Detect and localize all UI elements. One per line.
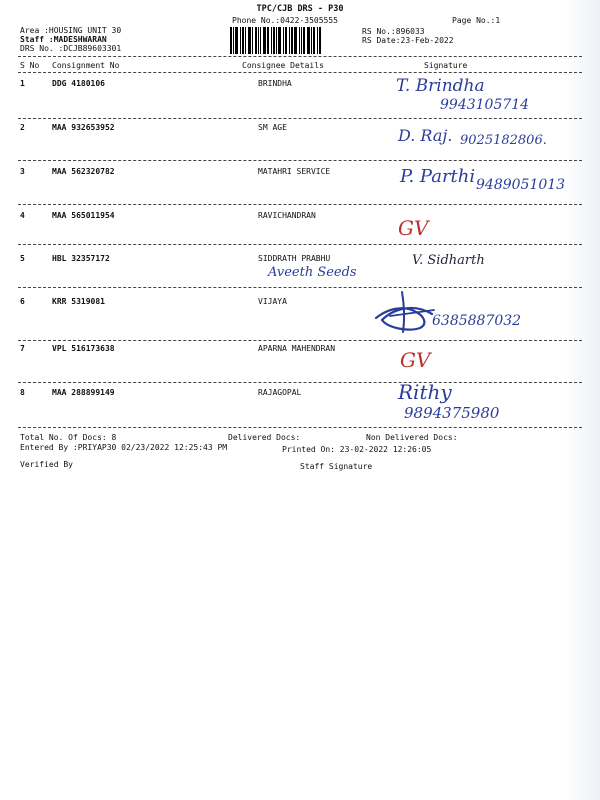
row-divider xyxy=(18,382,582,383)
row-4-consignment: MAA 565011954 xyxy=(52,211,115,220)
header-rule xyxy=(18,56,582,57)
page-number: Page No.:1 xyxy=(452,16,501,25)
row-6-consignment: KRR 5319081 xyxy=(52,297,105,306)
row-divider xyxy=(18,204,582,205)
row-1-signature: T. Brindha xyxy=(396,76,485,96)
row-5-signature: V. Sidharth xyxy=(412,253,485,268)
col-sno: S No xyxy=(20,61,40,70)
row-3-signature: P. Parthi xyxy=(400,166,476,187)
row-divider xyxy=(18,118,582,119)
row-5-consignee-note: Aveeth Seeds xyxy=(268,265,357,280)
row-5-sno: 5 xyxy=(20,254,25,263)
row-divider xyxy=(18,340,582,341)
document-title: TPC/CJB DRS - P30 xyxy=(256,4,344,14)
row-8-phone-handwritten: 9894375980 xyxy=(404,404,500,422)
row-8-consignment: MAA 288899149 xyxy=(52,388,115,397)
barcode xyxy=(230,27,334,54)
row-2-consignment: MAA 932653952 xyxy=(52,123,115,132)
row-7-sno: 7 xyxy=(20,344,25,353)
phone-number: Phone No.:0422-3505555 xyxy=(232,16,338,25)
row-5-consignment: HBL 32357172 xyxy=(52,254,110,263)
row-divider xyxy=(18,160,582,161)
row-8-signature: Rithy xyxy=(398,380,452,404)
verified-by: Verified By xyxy=(20,460,73,469)
col-signature: Signature xyxy=(424,61,468,70)
row-3-consignee: MATAHRI SERVICE xyxy=(258,167,331,176)
row-3-consignment: MAA 562320782 xyxy=(52,167,115,176)
column-rule xyxy=(18,72,582,73)
delivered-docs: Delivered Docs: xyxy=(228,433,301,442)
row-4-sno: 4 xyxy=(20,211,25,220)
row-8-sno: 8 xyxy=(20,388,25,397)
entered-by: Entered By :PRIYAP30 02/23/2022 12:25:43 PM xyxy=(20,443,228,452)
row-2-signature: D. Raj. xyxy=(398,126,453,145)
row-7-consignee: APARNA MAHENDRAN xyxy=(258,344,336,353)
rs-number: RS No.:896033 xyxy=(362,27,425,36)
row-1-consignment: DDG 4180106 xyxy=(52,79,105,88)
row-5-consignee: SIDDRATH PRABHU xyxy=(258,254,331,263)
col-consignee: Consignee Details xyxy=(242,61,324,70)
row-6-phone-handwritten: 6385887032 xyxy=(432,313,522,329)
row-1-phone-handwritten: 9943105714 xyxy=(440,97,530,113)
row-divider xyxy=(18,287,582,288)
area-label: Area :HOUSING UNIT 30 xyxy=(20,26,122,35)
row-7-consignment: VPL 516173638 xyxy=(52,344,115,353)
staff-signature-label: Staff Signature xyxy=(300,462,373,471)
non-delivered-docs: Non Delivered Docs: xyxy=(366,433,458,442)
row-2-sno: 2 xyxy=(20,123,25,132)
printed-on: Printed On: 23-02-2022 12:26:05 xyxy=(282,445,432,454)
row-7-signature: GV xyxy=(400,348,431,372)
row-6-consignee: VIJAYA xyxy=(258,297,287,306)
staff-label: Staff :MADESHWARAN xyxy=(20,35,107,44)
rs-date: RS Date:23-Feb-2022 xyxy=(362,36,454,45)
row-divider xyxy=(18,244,582,245)
row-1-consignee: BRINDHA xyxy=(258,79,292,88)
row-6-sno: 6 xyxy=(20,297,25,306)
row-4-consignee: RAVICHANDRAN xyxy=(258,211,316,220)
col-consignment: Consignment No xyxy=(52,61,120,70)
row-4-signature: GV xyxy=(398,216,429,240)
table-bottom-rule xyxy=(18,427,582,428)
row-3-phone-handwritten: 9489051013 xyxy=(476,177,566,193)
drs-number: DRS No. :DCJB89603301 xyxy=(20,44,122,53)
row-3-sno: 3 xyxy=(20,167,25,176)
row-1-sno: 1 xyxy=(20,79,25,88)
row-2-phone-handwritten: 9025182806. xyxy=(460,133,547,148)
row-2-consignee: SM AGE xyxy=(258,123,287,132)
total-docs: Total No. Of Docs: 8 xyxy=(20,433,117,442)
row-8-consignee: RAJAGOPAL xyxy=(258,388,302,397)
